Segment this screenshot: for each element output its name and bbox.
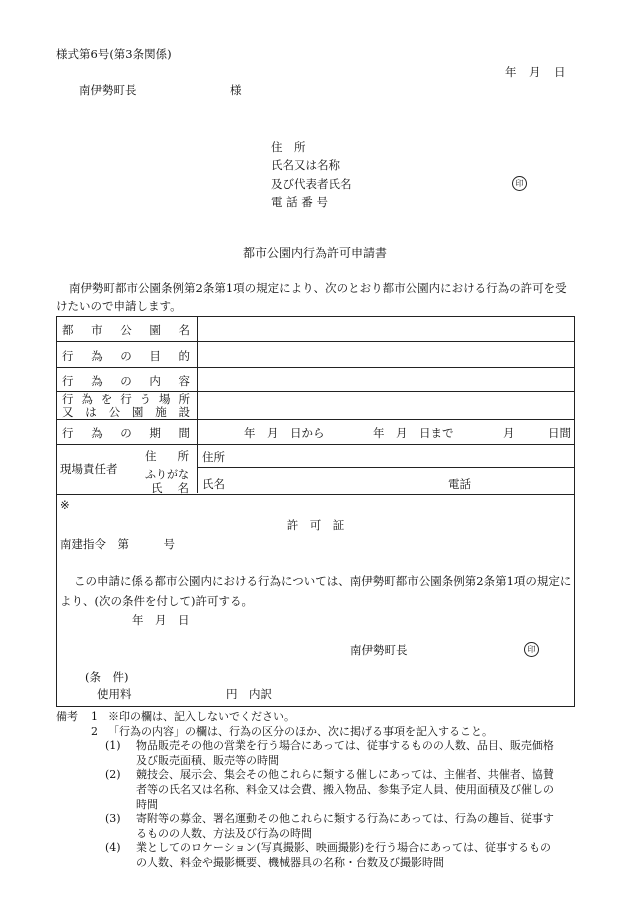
note-item-1-num: (1)	[105, 739, 121, 753]
addressee: 南伊勢町長	[79, 83, 137, 97]
form-number: 様式第6号(第3条関係)	[56, 47, 172, 61]
permit-seal	[524, 641, 539, 657]
row-content	[57, 368, 574, 392]
note-item-3-a: 寄附等の募金、署名運動その他これらに類する行為にあっては、行為の趣旨、従事す	[136, 812, 554, 826]
note-item-2-num: (2)	[105, 768, 121, 782]
label-furigana-sub: ふりがな	[145, 468, 189, 481]
intro-line-2: けたいので申請します。	[56, 299, 182, 313]
date-month: 月	[529, 65, 541, 79]
label-period: 行 為 の 期 間	[62, 426, 190, 440]
period-months: 月	[503, 426, 515, 440]
notes-section	[56, 710, 576, 871]
applicant-rep-label: 及び代表者氏名	[271, 177, 352, 191]
permit-date: 年 月 日	[132, 613, 190, 627]
label-name-sub: 氏 名	[151, 481, 189, 495]
note-item-2-a: 競技会、展示会、集会その他これらに類する催しにあっては、主催者、共催者、協賛	[136, 768, 554, 782]
row-site-manager	[57, 445, 574, 495]
applicant-seal	[512, 175, 527, 191]
value-address-label: 住所	[202, 450, 225, 464]
label-address-sub: 住 所	[145, 449, 189, 463]
note-2-text: 「行為の内容」の欄は、行為の区分のほか、次に掲げる事項を記入すること。	[108, 724, 493, 738]
date-day: 日	[554, 65, 566, 79]
permit-body-line-1: この申請に係る都市公園内における行為については、南伊勢町都市公園条例第2条第1項の規定に	[74, 574, 572, 588]
row-park-name	[57, 317, 574, 342]
permit-conditions: (条 件)	[85, 670, 129, 684]
applicant-name-label: 氏名又は名称	[271, 158, 340, 172]
permit-fee-label: 使用料	[97, 687, 132, 701]
value-name-label: 氏名	[202, 477, 225, 491]
label-place-line-2: 又 は 公 園 施 設	[62, 405, 190, 419]
permit-mark: ※	[60, 498, 70, 512]
note-item-3-cont	[56, 827, 576, 842]
note-item-4-num: (4)	[105, 841, 121, 855]
note-item-4-b: の人数、料金や撮影概要、機械器具の名称・台数及び撮影時間	[136, 855, 444, 869]
permit-directive: 南建指令 第 号	[60, 537, 175, 551]
date-year: 年	[505, 65, 517, 79]
label-purpose: 行 為 の 目 的	[62, 349, 190, 363]
note-2	[56, 725, 576, 740]
applicant-address-label: 住 所	[271, 140, 306, 154]
site-manager-divider	[197, 467, 574, 468]
note-item-4	[56, 841, 576, 856]
label-place-line-1: 行 為 を 行 う 場 所	[62, 392, 190, 406]
intro-line-1: 南伊勢町都市公園条例第2条第1項の規定により、次のとおり都市公園内における行為の許可を受	[69, 281, 567, 295]
note-item-2-cont	[56, 783, 576, 798]
application-table	[56, 316, 575, 707]
note-item-2-b: 者等の氏名又は名称、料金又は会費、搬入物品、参集予定人員、使用面積及び催しの	[136, 782, 554, 796]
note-item-2-cont-2	[56, 798, 576, 813]
row-place	[57, 392, 574, 420]
label-site-manager: 現場責任者	[60, 462, 118, 476]
note-item-4-cont	[56, 856, 576, 871]
permit-fee-unit: 円 内訳	[226, 687, 272, 701]
seal-mark: 印	[512, 176, 527, 191]
note-item-4-a: 業としてのロケーション(写真撮影、映画撮影)を行う場合にあっては、従事するもの	[136, 841, 552, 855]
note-item-1-b: 及び販売面積、販売等の時間	[136, 753, 279, 767]
permit-issuer: 南伊勢町長	[350, 643, 408, 657]
note-1	[56, 710, 576, 725]
note-1-num: 1	[91, 710, 98, 723]
value-phone-label: 電話	[448, 477, 471, 491]
note-item-1-a: 物品販売その他の営業を行う場合にあっては、従事するものの人数、品目、販売価格	[136, 739, 554, 753]
note-item-3	[56, 812, 576, 827]
note-1-text: ※印の欄は、記入しないでください。	[108, 710, 295, 723]
permit-title: 許 可 証	[286, 518, 345, 532]
note-item-2-c: 時間	[136, 797, 158, 811]
label-park-name: 都 市 公 園 名	[62, 323, 190, 337]
label-content: 行 為 の 内 容	[62, 374, 190, 388]
period-to: 年 月 日まで	[373, 426, 454, 440]
row-purpose	[57, 342, 574, 368]
notes-label: 備考	[56, 710, 78, 723]
note-item-2	[56, 768, 576, 783]
seal-mark: 印	[524, 642, 539, 657]
permit-body-line-2: より、(次の条件を付して)許可する。	[60, 594, 253, 608]
period-from: 年 月 日から	[244, 426, 325, 440]
note-item-1-cont	[56, 754, 576, 769]
note-item-3-b: るものの人数、方法及び行為の時間	[136, 826, 312, 840]
note-2-num: 2	[91, 724, 98, 738]
addressee-suffix: 様	[230, 83, 242, 97]
note-item-1	[56, 739, 576, 754]
applicant-phone-label: 電 話 番 号	[271, 195, 328, 209]
period-days: 日間	[548, 426, 571, 440]
document-title: 都市公園内行為許可申請書	[242, 246, 387, 260]
row-period	[57, 420, 574, 445]
note-item-3-num: (3)	[105, 812, 121, 826]
